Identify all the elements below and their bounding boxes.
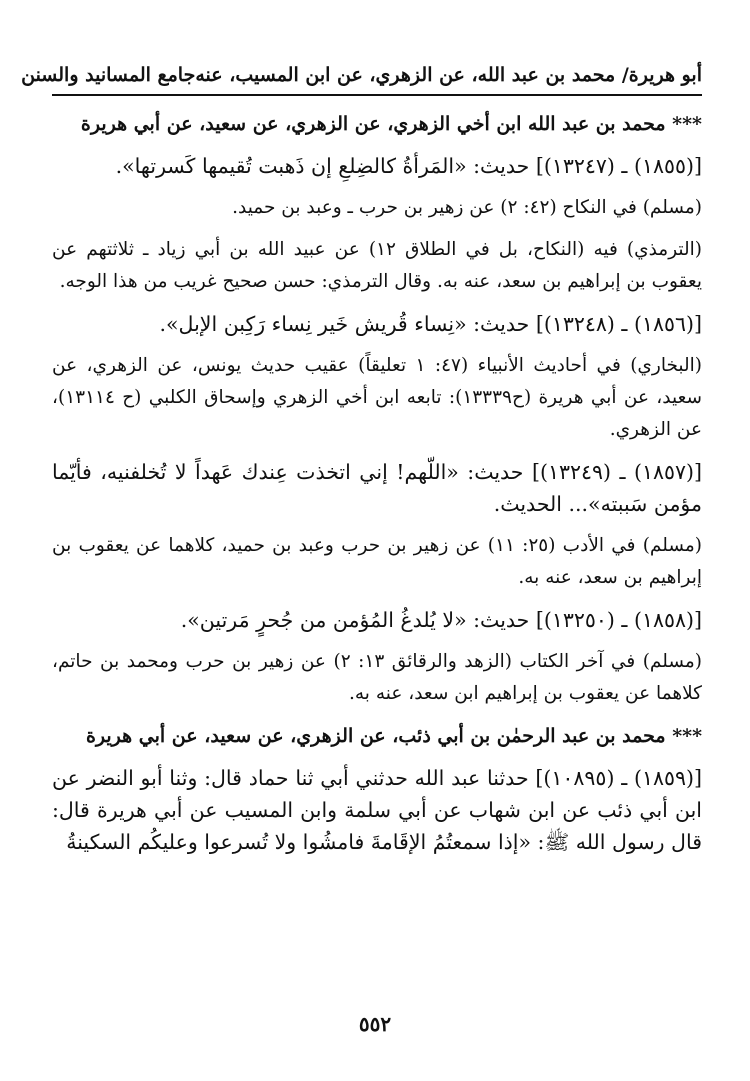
hadith-1856: [(١٨٥٦) ـ (١٣٢٤٨)] حديث: «نِساء قُريش خَير نِساء رَكِبن الإبل». [159,312,702,336]
source-note: (الترمذي) فيه (النكاح، بل في الطلاق ١٢) عن عبيد الله بن أبي زياد ـ ثلاثتهم عن يعقوب بن إبراهيم بن سعد، عنه به. وقال الترمذي: حسن صحيح غريب من هذا الوجه. [52,239,702,292]
running-head [21,62,702,96]
running-head-chapter: أبو هريرة/ محمد بن عبد الله، عن الزهري، عن ابن المسيب، عنه [195,64,702,86]
page-number: ٥٥٢ [358,1012,392,1036]
hadith-1859: [(١٨٥٩) ـ (١٠٨٩٥)] حدثنا عبد الله حدثني أبي ثنا حماد قال: وثنا أبو النضر عن ابن أبي ذئب عن ابن شهاب عن أبي سلمة وابن المسيب عن أبي هريرة قال: قال رسول الله ﷺ: «إذا سمعتُمُ الإقَامةَ فامشُوا ولا تُسرعوا وعليكُم السكينةُ [52,766,702,854]
hadith-1855: [(١٨٥٥) ـ (١٣٢٤٧)] حديث: «المَرأةُ كالضِلعِ إن ذَهبت تُقيمها كَسرتها». [115,154,702,178]
source-note: (مسلم) في النكاح (٤٢: ٢) عن زهير بن حرب ـ وعبد بن حميد. [232,197,702,218]
page-body [52,96,702,858]
hadith-1857: [(١٨٥٧) ـ (١٣٢٤٩)] حديث: «اللّهم! إني اتخذت عِندك عَهداً لا تُخلفنيه، فأيّما مؤمن سَببته»... الحديث. [52,460,702,516]
section-heading-2: *** محمد بن عبد الرحمٰن بن أبي ذئب، عن الزهري، عن سعيد، عن أبي هريرة [85,725,702,747]
source-note: (مسلم) في آخر الكتاب (الزهد والرقائق ١٣: ٢) عن زهير بن حرب ومحمد بن حاتم، كلاهما عن يعقوب بن إبراهيم ابن سعد، عنه به. [52,651,702,704]
source-note: (البخاري) في أحاديث الأنبياء (٤٧: ١ تعليقاً) عقيب حديث يونس، عن الزهري، عن سعيد، عن أبي هريرة (ح١٣٣٣٩): تابعه ابن أخي الزهري وإسحاق الكلبي (ح ١٣١١٤)، عن الزهري. [52,355,702,440]
hadith-1858: [(١٨٥٨) ـ (١٣٢٥٠)] حديث: «لا يُلدغُ المُؤمن من جُحرٍ مَرتين». [180,608,702,632]
section-heading-1: *** محمد بن عبد الله ابن أخي الزهري، عن الزهري، عن سعيد، عن أبي هريرة [80,113,702,135]
source-note: (مسلم) في الأدب (٢٥: ١١) عن زهير بن حرب وعبد بن حميد، كلاهما عن يعقوب بن إبراهيم بن سعد، عنه به. [52,535,702,588]
running-head-book-title: جامع المسانيد والسنن [21,64,196,86]
